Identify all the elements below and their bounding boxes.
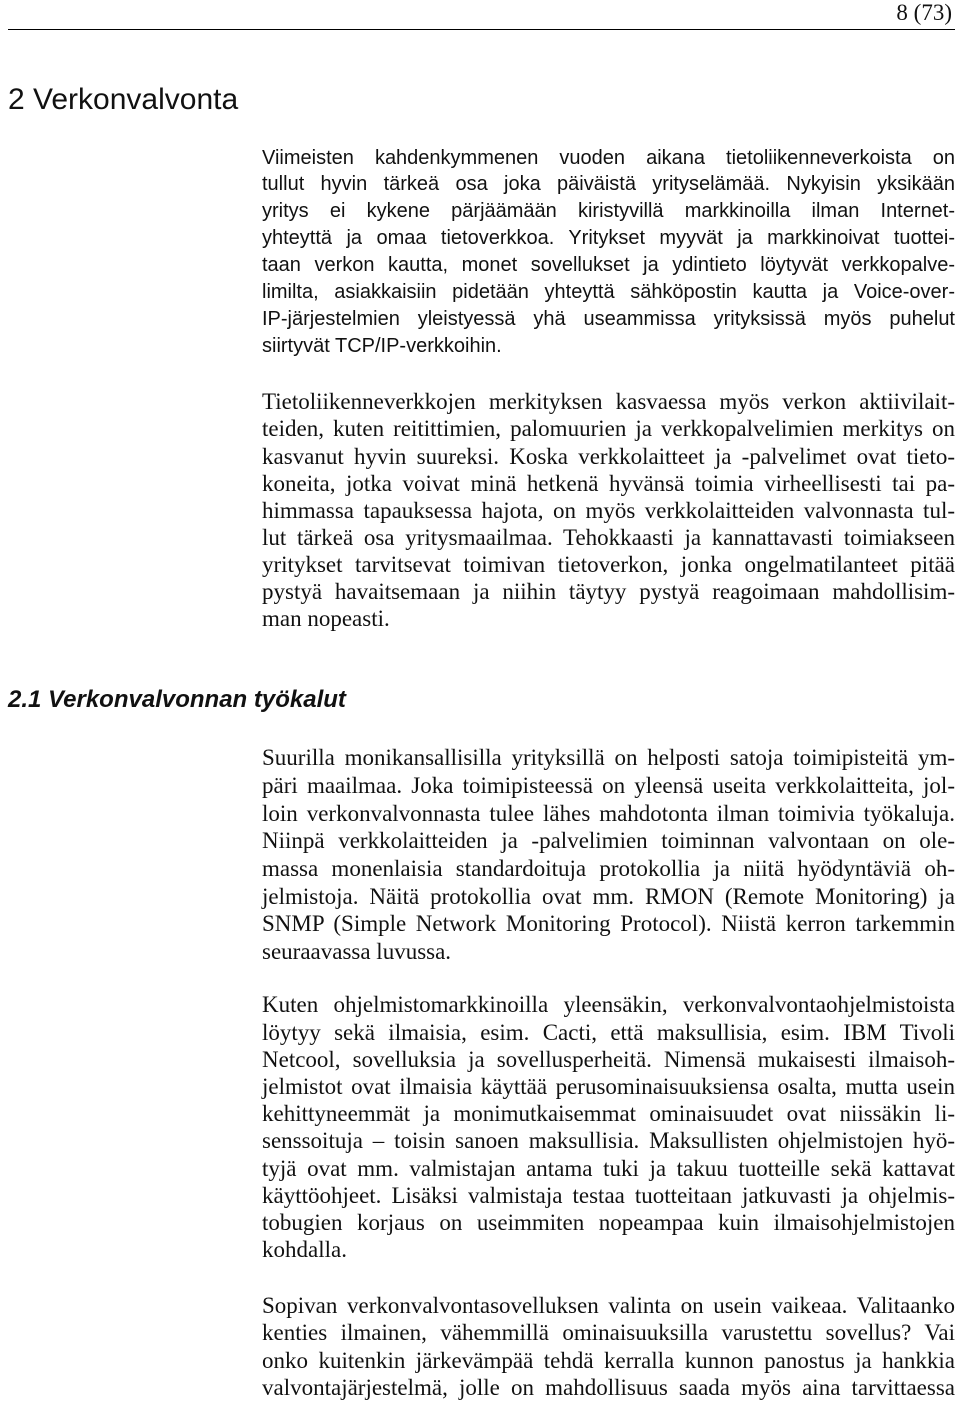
text-line: valvontajärjestelmä, jolle on mahdollisuus saada myös aina tarvittaessa — [262, 1374, 955, 1400]
text-line: siirtyvät TCP/IP-verkkoihin. — [262, 334, 502, 357]
text-line: yhteyttä ja omaa tietoverkkoa. Yritykset myyvät ja markkinoivat tuottei- — [262, 227, 955, 250]
paragraph — [262, 1292, 955, 1401]
paragraph — [262, 388, 955, 632]
text-line: kehittyneemmät ja monimutkaisemmat ominaisuudet ovat niissäkin li- — [262, 1101, 955, 1127]
text-line: tobugien korjaus on useimmiten nopeampaa kuin ilmaisohjelmistojen — [262, 1209, 955, 1235]
text-line: käyttöohjeet. Lisäksi valmistaja testaa tuotteitaan jatkuvasti ja ohjelmis- — [262, 1182, 955, 1208]
text-line: teiden, kuten reitittimien, palomuurien ja verkkopalvelimien merkitys on — [262, 416, 955, 442]
text-line: kasvanut hyvin suureksi. Koska verkkolaitteet ja -palvelimet ovat tieto- — [262, 443, 955, 469]
text-line: seuraavassa luvussa. — [262, 939, 452, 964]
text-line: lut tärkeä osa yritysmaailmaa. Tehokkaasti ja kannattavasti toimiakseen — [262, 524, 955, 550]
text-line: kenties ilmainen, vähemmillä ominaisuuksilla varustettu sovellus? Vai — [262, 1320, 955, 1346]
text-line: Viimeisten kahdenkymmenen vuoden aikana tietoliikenneverkoista on — [262, 146, 955, 169]
header-divider — [8, 29, 955, 30]
paragraph — [262, 991, 955, 1263]
page-number: 8 (73) — [896, 0, 952, 25]
text-line: massa monenlaisia standardoituja protokollia ja niitä hyödyntäviä oh- — [262, 855, 955, 881]
text-line: Kuten ohjelmistomarkkinoilla yleensäkin, verkonvalvontaohjelmistoista — [262, 992, 955, 1018]
text-line: tyjä ovat mm. valmistajan antama tuki ja takuu tuotteille sekä kattavat — [262, 1155, 955, 1181]
chapter-heading: 2 Verkonvalvonta — [8, 83, 239, 116]
text-line: loin verkonvalvonnasta tulee lähes mahdotonta ilman toimivia työkaluja. — [262, 800, 955, 826]
text-line: päri maailmaa. Joka toimipisteessä on yleensä useita verkkolaitteita, jol- — [262, 772, 955, 798]
text-line: jelmistoja. Näitä protokollia ovat mm. RMON (Remote Monitoring) ja — [262, 883, 955, 909]
text-line: taan verkon kautta, monet sovellukset ja ydintieto löytyvät verkkopalve- — [262, 254, 955, 277]
text-line: tullut hyvin tärkeä osa joka päiväistä yrityselämää. Nykyisin yksikään — [262, 173, 955, 196]
paragraph — [262, 744, 955, 966]
text-line: pystyä havaitsemaan ja niihin täytyy pystyä reagoimaan mahdollisim- — [262, 579, 955, 605]
text-line: Niinpä verkkolaitteiden ja -palvelimien toiminnan valvontaan on ole- — [262, 828, 955, 854]
text-line: Sopivan verkonvalvontasovelluksen valinta on usein vaikeaa. Valitaanko — [262, 1293, 955, 1318]
text-line: onko kuitenkin järkevämpää tehdä kerralla kunnon panostus ja hankkia — [262, 1347, 955, 1373]
paragraph — [262, 145, 955, 360]
text-line: SNMP (Simple Network Monitoring Protocol). Niistä kerron tarkemmin — [262, 911, 955, 937]
text-line: IP-järjestelmien yleistyessä yhä useammissa yrityksissä myös puhelut — [262, 307, 955, 330]
text-line: limilta, asiakkaisiin pidetään yhteyttä sähköpostin kautta ja Voice-over- — [262, 280, 955, 303]
text-line: senssoituja – toisin sanoen maksullisia. Maksullisten ohjelmistojen hyö- — [262, 1128, 955, 1154]
text-line: man nopeasti. — [262, 606, 390, 632]
text-line: yritykset tarvitsevat toimivan tietoverkon, jonka ongelmatilanteet pitää — [262, 551, 955, 577]
section-heading: 2.1 Verkonvalvonnan työkalut — [8, 686, 346, 713]
text-line: Netcool, sovelluksia ja sovellusperheitä. Nimensä mukaisesti ilmaisoh- — [262, 1046, 955, 1072]
text-line: jelmistot ovat ilmaisia käyttää perusominaisuuksiensa osalta, mutta usein — [262, 1073, 955, 1099]
text-line: koneita, jotka voivat minä hetkenä hyvänsä toimia virheellisesti tai pa- — [262, 470, 955, 496]
text-line: Suurilla monikansallisilla yrityksillä on helposti satoja toimipisteitä ym- — [262, 745, 955, 771]
text-line: himmassa tapauksessa hajota, on myös verkkolaitteiden valvonnasta tul- — [262, 497, 955, 523]
text-line: kohdalla. — [262, 1237, 347, 1263]
text-line: yritys ei kykene pärjäämään kiristyvillä markkinoilla ilman Internet- — [262, 200, 955, 223]
text-line: löytyy sekä ilmaisia, esim. Cacti, että maksullisia, esim. IBM Tivoli — [262, 1019, 955, 1045]
text-line: Tietoliikenneverkkojen merkityksen kasvaessa myös verkon aktiivilait- — [262, 389, 955, 415]
